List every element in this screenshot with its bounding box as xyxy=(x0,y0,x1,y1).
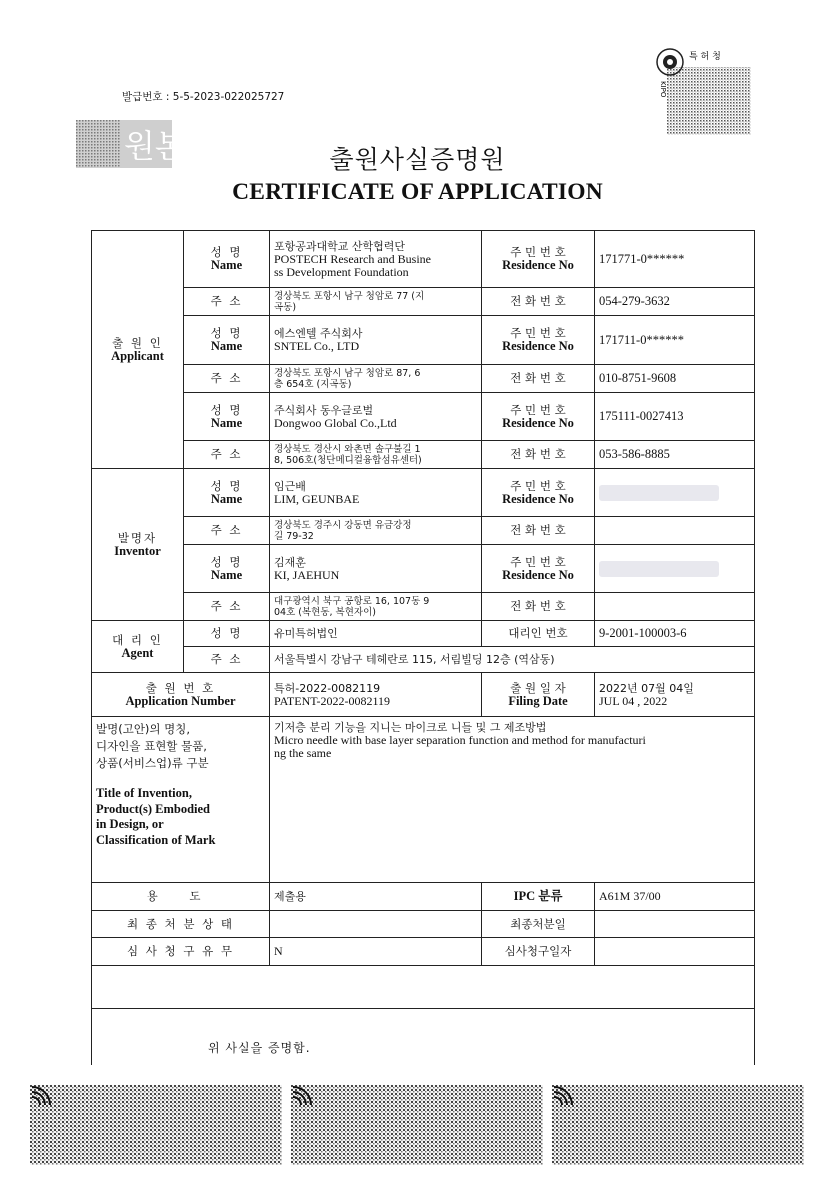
filing-date: 2022년 07월 04일 JUL 04 , 2022 xyxy=(595,673,755,717)
title-english: CERTIFICATE OF APPLICATION xyxy=(232,179,603,205)
applicant-2-phone: 010-8751-9608 xyxy=(595,365,755,393)
inventor-1-phone xyxy=(595,517,755,545)
applicant-2-name-row: 성 명 Name 에스엔텔 주식회사 SNTEL Co., LTD 주 민 번 호 Residence No 171711-0****** xyxy=(92,316,755,365)
title-korean: 출원사실증명원 xyxy=(329,145,506,174)
inventor-1-address: 경상북도 경주시 강동면 유금강정 길 79-32 xyxy=(270,517,482,545)
certificate-table xyxy=(91,230,755,1065)
statement-text: 위 사실을 증명함. xyxy=(92,1009,755,1065)
applicant-1-name: 포항공과대학교 산학협력단 POSTECH Research and Busine ss Development Foundation xyxy=(270,231,482,288)
applicant-2-name: 에스엔텔 주식회사 SNTEL Co., LTD xyxy=(270,316,482,365)
inventor-1-name: 임근배 LIM, GEUNBAE xyxy=(270,469,482,517)
exam-request-value: N xyxy=(270,938,482,966)
applicant-3-address: 경상북도 경산시 와촌면 솔구불길 1 8, 506호(청단메디컬융합섬유센터) xyxy=(270,441,482,469)
application-number: 특허-2022-0082119 PATENT-2022-0082119 xyxy=(270,673,482,717)
svg-text:KIPO: KIPO xyxy=(659,81,667,98)
applicant-3-residence: 175111-0027413 xyxy=(595,393,755,441)
applicant-1-address-row: 주 소 경상북도 포항시 남구 청암로 77 (지 곡동) 전 화 번 호 054-279-3632 xyxy=(92,288,755,316)
inventor-1-address-row: 주 소 경상북도 경주시 강동면 유금강정 길 79-32 전 화 번 호 xyxy=(92,517,755,545)
inventor-2-residence-masked xyxy=(595,545,755,593)
application-number-label: 출 원 번 호 Application Number xyxy=(92,673,270,717)
exam-date-value xyxy=(595,938,755,966)
statement-row xyxy=(92,1009,755,1065)
inventor-2-address: 대구광역시 북구 공항로 16, 107동 9 04호 (복현동, 복현자이) xyxy=(270,593,482,621)
applicant-1-phone: 054-279-3632 xyxy=(595,288,755,316)
final-status-value xyxy=(270,911,482,938)
inventor-label-cell: 발명자 Inventor xyxy=(92,469,184,621)
name-label-cell: 성 명 Name xyxy=(184,231,270,288)
filing-date-label: 출 원 일 자 Filing Date xyxy=(482,673,595,717)
applicant-1-address: 경상북도 포항시 남구 청암로 77 (지 곡동) xyxy=(270,288,482,316)
final-status-row: 최 종 처 분 상 태 최종처분일 xyxy=(92,911,755,938)
use-value: 제출용 xyxy=(270,883,482,911)
invention-title: 기저층 분리 기능을 지니는 마이크로 니들 및 그 제조방법 Micro needle with base layer separation function and method for manufacturi ng the same xyxy=(270,717,755,883)
applicant-3-phone: 053-586-8885 xyxy=(595,441,755,469)
barcode-1 xyxy=(30,1085,282,1165)
barcode-3 xyxy=(552,1085,804,1165)
issue-number: 발급번호 : 5-5-2023-022025727 xyxy=(122,91,285,103)
agent-name-row: 대 리 인 Agent 성 명 유미특허법인 대리인 번호 9-2001-100003-6 xyxy=(92,621,755,647)
inventor-2-name: 김재훈 KI, JAEHUN xyxy=(270,545,482,593)
applicant-1-residence: 171771-0****** xyxy=(595,231,755,288)
blank-row xyxy=(92,966,755,1009)
final-date-value xyxy=(595,911,755,938)
applicant-2-address-row: 주 소 경상북도 포항시 남구 청암로 87, 6 층 654호 (지곡동) 전 화 번 호 010-8751-9608 xyxy=(92,365,755,393)
applicant-1-name-row xyxy=(92,231,755,288)
invention-title-label: 발명(고안)의 명칭, 디자인을 표현할 물품, 상품(서비스업)류 구분 Title of Invention, Product(s) Embodied in Design, or Classification of Mark xyxy=(92,717,270,883)
use-row: 용 도 제출용 IPC 분류 A61M 37/00 xyxy=(92,883,755,911)
barcode-2 xyxy=(291,1085,543,1165)
applicant-2-residence: 171711-0****** xyxy=(595,316,755,365)
inventor-1-residence-masked xyxy=(595,469,755,517)
inventor-2-name-row: 성 명 Name 김재훈 KI, JAEHUN 주 민 번 호 Residence No xyxy=(92,545,755,593)
application-row xyxy=(92,673,755,717)
agent-label-cell: 대 리 인 Agent xyxy=(92,621,184,673)
applicant-3-address-row: 주 소 경상북도 경산시 와촌면 솔구불길 1 8, 506호(청단메디컬융합섬유센터) 전 화 번 호 053-586-8885 xyxy=(92,441,755,469)
applicant-2-address: 경상북도 포항시 남구 청암로 87, 6 층 654호 (지곡동) xyxy=(270,365,482,393)
applicant-label-cell: 출 원 인 Applicant xyxy=(92,231,184,469)
seal-text: 특 허 청 xyxy=(689,52,721,62)
residence-label-cell: 주 민 번 호 Residence No xyxy=(482,231,595,288)
exam-request-row: 심 사 청 구 유 무 N 심사청구일자 xyxy=(92,938,755,966)
invention-title-row xyxy=(92,717,755,883)
inventor-2-phone xyxy=(595,593,755,621)
agent-address-row: 주 소 서울특별시 강남구 테헤란로 115, 서림빌딩 12층 (역삼동) xyxy=(92,647,755,673)
kipo-seal-icon xyxy=(655,45,755,137)
agent-address: 서울특별시 강남구 테헤란로 115, 서림빌딩 12층 (역삼동) xyxy=(270,647,755,673)
ipc-value: A61M 37/00 xyxy=(595,883,755,911)
agent-number: 9-2001-100003-6 xyxy=(595,621,755,647)
inventor-2-address-row: 주 소 대구광역시 북구 공항로 16, 107동 9 04호 (복현동, 복현자이) 전 화 번 호 xyxy=(92,593,755,621)
stamp-text: 원본 xyxy=(124,127,186,165)
inventor-1-name-row: 발명자 Inventor 성 명 Name 임근배 LIM, GEUNBAE 주 민 번 호 Residence No xyxy=(92,469,755,517)
agent-name: 유미특허법인 xyxy=(270,621,482,647)
applicant-3-name: 주식회사 동우글로벌 Dongwoo Global Co.,Ltd xyxy=(270,393,482,441)
applicant-3-name-row: 성 명 Name 주식회사 동우글로벌 Dongwoo Global Co.,Ltd 주 민 번 호 Residence No 175111-0027413 xyxy=(92,393,755,441)
